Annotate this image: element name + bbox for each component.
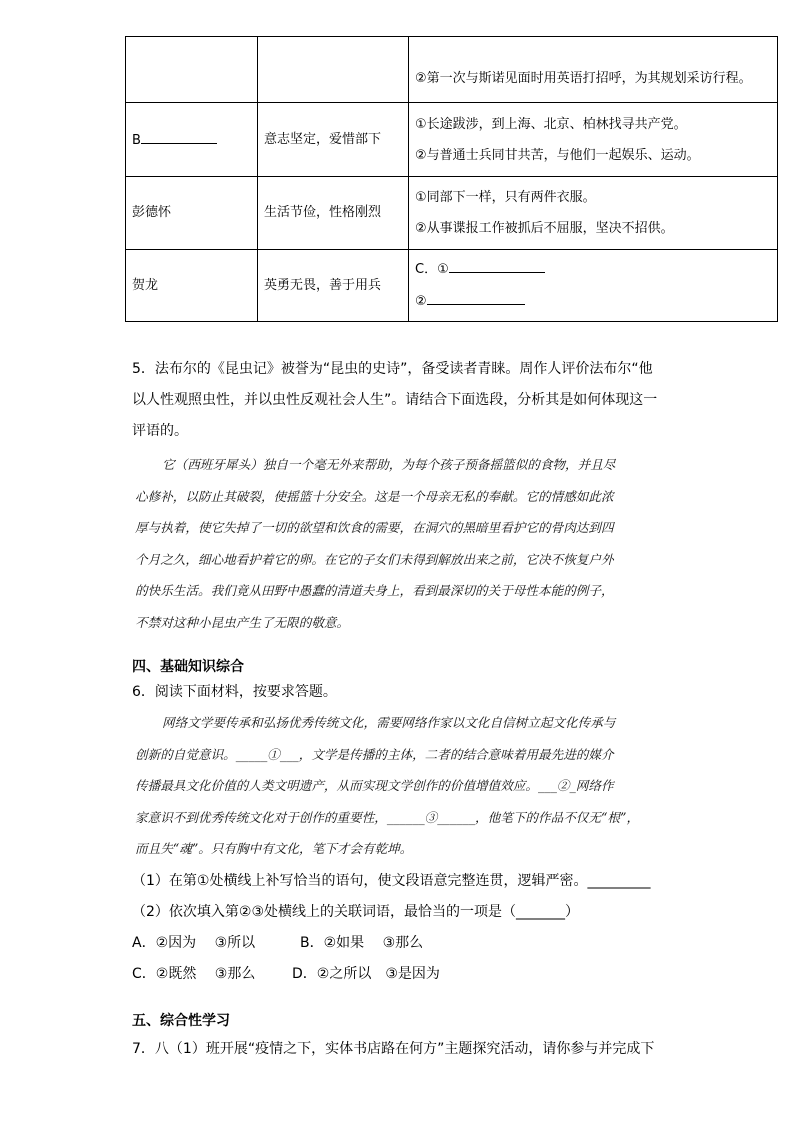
passage-line: 不禁对这种小昆虫产生了无限的敬意。 [135, 614, 350, 630]
table-cell-name: 彭德怀 [126, 177, 258, 250]
table-cell-events [409, 177, 778, 250]
table-cell-name: 贺龙 [126, 250, 258, 322]
option-c[interactable]: C．②既然 ③那么 [132, 966, 256, 982]
table-cell-name [126, 37, 258, 103]
question-text-line: 以人性观照虫性，并以虫性反观社会人生”。请结合下面选段，分析其是如何体现这一 [132, 392, 658, 408]
table-row [126, 103, 778, 177]
question-7: 7．八（1）班开展“疫情之下，实体书店路在何方”主题探究活动，请你参与并完成下 [132, 1041, 655, 1057]
table-cell-events [409, 37, 778, 103]
options-row-2 [132, 963, 440, 985]
sub-question-2: （2）依次填入第②③处横线上的关联词语，最恰当的一项是（_______） [132, 904, 580, 920]
section-heading-5: 五、综合性学习 [132, 1013, 230, 1029]
option-b[interactable]: B．②如果 ③那么 [300, 935, 424, 951]
passage-line: 创新的自觉意识。_____①___，文学是传播的主体，二者的结合意味着用最先进的媒介 [135, 746, 614, 762]
event-line [415, 254, 771, 286]
question-text-line: 评语的。 [132, 423, 188, 439]
option-d[interactable]: D．②之所以 ③是因为 [292, 966, 440, 982]
options-row-1 [132, 932, 423, 954]
event-line: ②第一次与斯诺见面时用英语打招呼，为其规划采访行程。 [415, 71, 752, 86]
answer-blank-b[interactable] [141, 129, 217, 144]
table-row [126, 250, 778, 322]
event-line: ①长途跋涉，到上海、北京、柏林找寻共产党。 [415, 116, 687, 132]
event-line: ②与普通士兵同甘共苦，与他们一起娱乐、运动。 [415, 147, 700, 163]
table-cell-name [126, 103, 258, 177]
table-row [126, 37, 778, 103]
table-cell-events [409, 103, 778, 177]
table-row [126, 177, 778, 250]
option-a[interactable]: A．②因为 ③所以 [132, 935, 256, 951]
character-table [125, 36, 778, 322]
passage-line: 家意识不到优秀传统文化对于创作的重要性，______③______，他笔下的作品不仅无“根”， [135, 809, 640, 825]
event-line: ①同部下一样，只有两件衣服。 [415, 190, 596, 205]
sub-question-1: （1）在第①处横线上补写恰当的语句，使文段语意完整连贯，逻辑严密。_________ [132, 873, 651, 889]
answer-label-c1: C．① [415, 261, 449, 277]
question-text-line: 5．法布尔的《昆虫记》被誉为“昆虫的史诗”，备受读者青睐。周作人评价法布尔“他 [132, 361, 653, 377]
event-line: ②从事谍报工作被抓后不屈服，坚决不招供。 [415, 221, 674, 236]
question-6-title: 6．阅读下面材料，按要求答题。 [132, 684, 337, 700]
answer-label-b: B [132, 132, 141, 148]
answer-blank-c2[interactable] [427, 290, 525, 305]
answer-blank-c1[interactable] [449, 258, 545, 273]
table-cell-trait: 生活节俭，性格刚烈 [258, 177, 409, 250]
passage-line: 传播最具文化价值的人类文明遗产，从而实现文学创作的价值增值效应。___②_网络作 [135, 778, 614, 793]
passage-line: 厚与执着，使它失掉了一切的欲望和饮食的需要，在洞穴的黑暗里看护它的骨肉达到四 [135, 520, 614, 535]
passage-line: 心修补，以防止其破裂，使摇篮十分安全。这是一个母亲无私的奉献。它的情感如此浓 [135, 488, 614, 504]
passage-line: 而且失“魂”。只有胸中有文化，笔下才会有乾坤。 [135, 841, 413, 856]
event-line [415, 286, 771, 318]
answer-label-c2: ② [415, 293, 427, 309]
passage-q5 [135, 449, 675, 638]
question-5 [132, 354, 672, 447]
passage-line: 个月之久，细心地看护着它的卵。在它的子女们未得到解放出来之前，它决不恢复户外 [135, 551, 614, 567]
table-cell-trait: 意志坚定，爱惜部下 [258, 103, 409, 177]
passage-q6 [135, 707, 675, 865]
passage-line: 它（西班牙犀头）独自一个毫无外来帮助，为每个孩子预备摇篮似的食物，并且尽 [162, 457, 616, 472]
section-heading-4: 四、基础知识综合 [132, 659, 244, 675]
passage-line: 的快乐生活。我们竟从田野中愚蠢的清道夫身上，看到最深切的关于母性本能的例子， [135, 583, 614, 598]
table-cell-events [409, 250, 778, 322]
passage-line: 网络文学要传承和弘扬优秀传统文化，需要网络作家以文化自信树立起文化传承与 [162, 715, 616, 730]
table-cell-trait [258, 37, 409, 103]
table-cell-trait: 英勇无畏，善于用兵 [258, 250, 409, 322]
